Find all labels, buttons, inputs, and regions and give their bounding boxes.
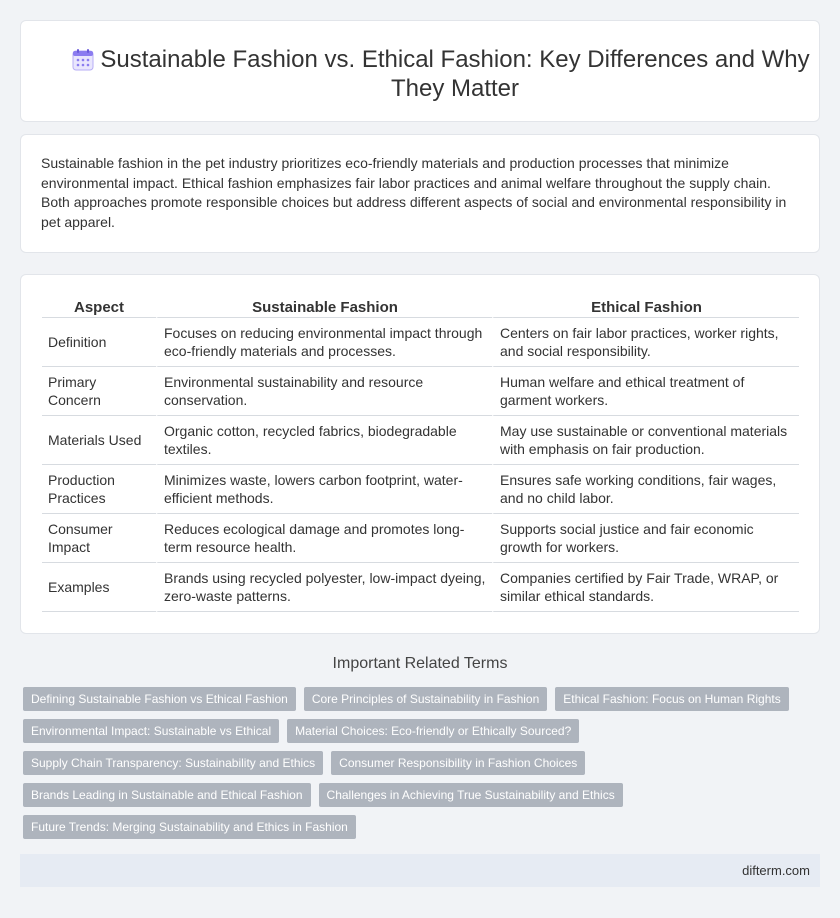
related-term-link[interactable]: Future Trends: Merging Sustainability and Ethics in Fashion [23,815,356,839]
table-cell-ethical: Human welfare and ethical treatment of garment workers. [492,367,799,416]
related-terms-list [23,687,813,839]
column-header-ethical: Ethical Fashion [492,294,799,318]
comparison-table-card [20,274,820,634]
related-term-link[interactable]: Consumer Responsibility in Fashion Choices [331,751,585,775]
table-row [42,416,799,465]
footer [20,854,820,887]
table-cell-sustainable: Minimizes waste, lowers carbon footprint, water-efficient methods. [156,465,492,514]
related-term-link[interactable]: Ethical Fashion: Focus on Human Rights [555,687,788,711]
table-cell-ethical: Ensures safe working conditions, fair wages, and no child labor. [492,465,799,514]
table-cell-sustainable: Organic cotton, recycled fabrics, biodegradable textiles. [156,416,492,465]
related-term-link[interactable]: Defining Sustainable Fashion vs Ethical Fashion [23,687,296,711]
related-terms-heading: Important Related Terms [332,655,508,672]
title-card [20,20,820,122]
table-cell-aspect: Examples [42,563,156,612]
related-term-link[interactable]: Supply Chain Transparency: Sustainability and Ethics [23,751,323,775]
table-cell-aspect: Consumer Impact [42,514,156,563]
related-term-link[interactable]: Material Choices: Eco-friendly or Ethically Sourced? [287,719,579,743]
related-term-link[interactable]: Brands Leading in Sustainable and Ethical Fashion [23,783,311,807]
table-cell-sustainable: Focuses on reducing environmental impact through eco-friendly materials and processes. [156,318,492,367]
table-cell-ethical: Centers on fair labor practices, worker rights, and social responsibility. [492,318,799,367]
table-cell-aspect: Materials Used [42,416,156,465]
table-cell-ethical: Supports social justice and fair economic growth for workers. [492,514,799,563]
related-term-link[interactable]: Environmental Impact: Sustainable vs Ethical [23,719,279,743]
page-title: Sustainable Fashion vs. Ethical Fashion: Key Differences and Why They Matter [100,46,810,102]
table-cell-ethical: Companies certified by Fair Trade, WRAP, or similar ethical standards. [492,563,799,612]
footer-site-name: difterm.com [742,863,810,878]
table-row [42,367,799,416]
table-row [42,318,799,367]
intro-paragraph: Sustainable fashion in the pet industry prioritizes eco-friendly materials and production processes that minimize environmental impact. Ethical fashion emphasizes fair labor practices and animal welfare throughout the supply chain. Both approaches promote responsible choices but address different aspects of social and environmental responsibility in pet apparel. [41,155,787,230]
table-row [42,563,799,612]
intro-card [20,134,820,253]
related-term-link[interactable]: Challenges in Achieving True Sustainability and Ethics [319,783,623,807]
table-row [42,465,799,514]
table-header-row [42,294,799,318]
related-term-link[interactable]: Core Principles of Sustainability in Fashion [304,687,547,711]
table-cell-ethical: May use sustainable or conventional materials with emphasis on fair production. [492,416,799,465]
column-header-sustainable: Sustainable Fashion [156,294,492,318]
table-cell-sustainable: Environmental sustainability and resource conservation. [156,367,492,416]
table-cell-aspect: Production Practices [42,465,156,514]
table-cell-sustainable: Brands using recycled polyester, low-impact dyeing, zero-waste patterns. [156,563,492,612]
table-cell-aspect: Definition [42,318,156,367]
table-cell-aspect: Primary Concern [42,367,156,416]
table-cell-sustainable: Reduces ecological damage and promotes long-term resource health. [156,514,492,563]
comparison-table [42,294,799,612]
table-row [42,514,799,563]
column-header-aspect: Aspect [42,294,156,318]
